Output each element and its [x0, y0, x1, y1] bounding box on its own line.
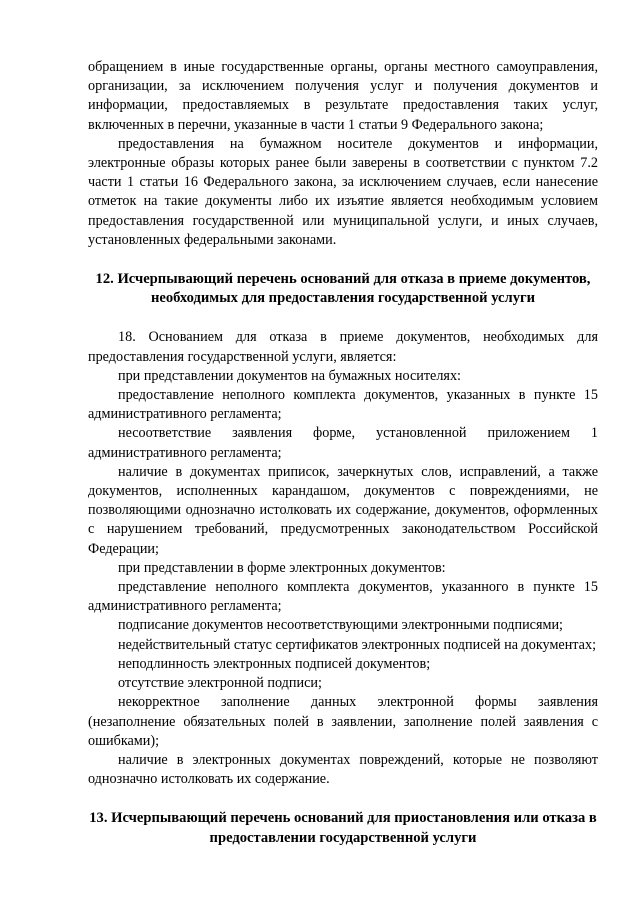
section-12-title: 12. Исчерпывающий перечень оснований для отказа в приеме документов, необходимых для предоставления государственной услуги: [95, 271, 591, 307]
electronic-item: наличие в электронных документах повреждений, которые не позволяют однозначно истолковать их содержание.: [88, 751, 598, 788]
electronic-item: неподлинность электронных подписей документов;: [118, 655, 431, 672]
document-page: [88, 58, 598, 848]
electronic-item: подписание документов несоответствующими электронными подписями;: [118, 617, 563, 634]
continuation-paragraph: обращением в иные государственные органы, органы местного самоуправления, организации, за исключением получения услуг и получения документов и информации, предоставляемых в результате предоставления таких услуг, включенных в перечни, указанные в части 1 статьи 9 Федерального закона;: [88, 59, 598, 133]
paper-item: несоответствие заявления форме, установленной приложением 1 административного регламента;: [88, 425, 598, 461]
electronic-item: некорректное заполнение данных электронной формы заявления (незаполнение обязательных полей в заявлении, заполнение полей заявления с ошибками);: [88, 694, 598, 749]
paper-item: предоставление неполного комплекта документов, указанных в пункте 15 административного регламента;: [88, 387, 598, 423]
paper-heading: при представлении документов на бумажных носителях:: [118, 367, 461, 384]
electronic-item: недействительный статус сертификатов электронных подписей на документах;: [118, 636, 597, 653]
electronic-item: представление неполного комплекта документов, указанного в пункте 15 административного регламента;: [88, 579, 598, 615]
item-18-intro: 18. Основанием для отказа в приеме документов, необходимых для предоставления государственной услуги, является:: [88, 329, 598, 365]
section-13-title: 13. Исчерпывающий перечень оснований для приостановления или отказа в предоставлении государственной услуги: [89, 810, 597, 846]
electronic-heading: при представлении в форме электронных документов:: [118, 559, 446, 576]
electronic-item: отсутствие электронной подписи;: [118, 675, 322, 692]
paper-submission-paragraph: предоставления на бумажном носителе документов и информации, электронные образы которых ранее были заверены в соответствии с пунктом 7.2 части 1 статьи 16 Федерального закона, за исключением случаев, если нанесение отметок на такие документы либо их изъятие является необходимым условием предоставления государственной или муниципальной услуги, и иных случаев, установленных федеральными законами.: [88, 135, 598, 248]
paper-item: наличие в документах приписок, зачеркнутых слов, исправлений, а также документов, исполненных карандашом, документов с повреждениями, не позволяющими однозначно истолковать их содержание, документов, оформленных с нарушением требований, предусмотренных законодательством Российской Федерации;: [88, 463, 598, 557]
